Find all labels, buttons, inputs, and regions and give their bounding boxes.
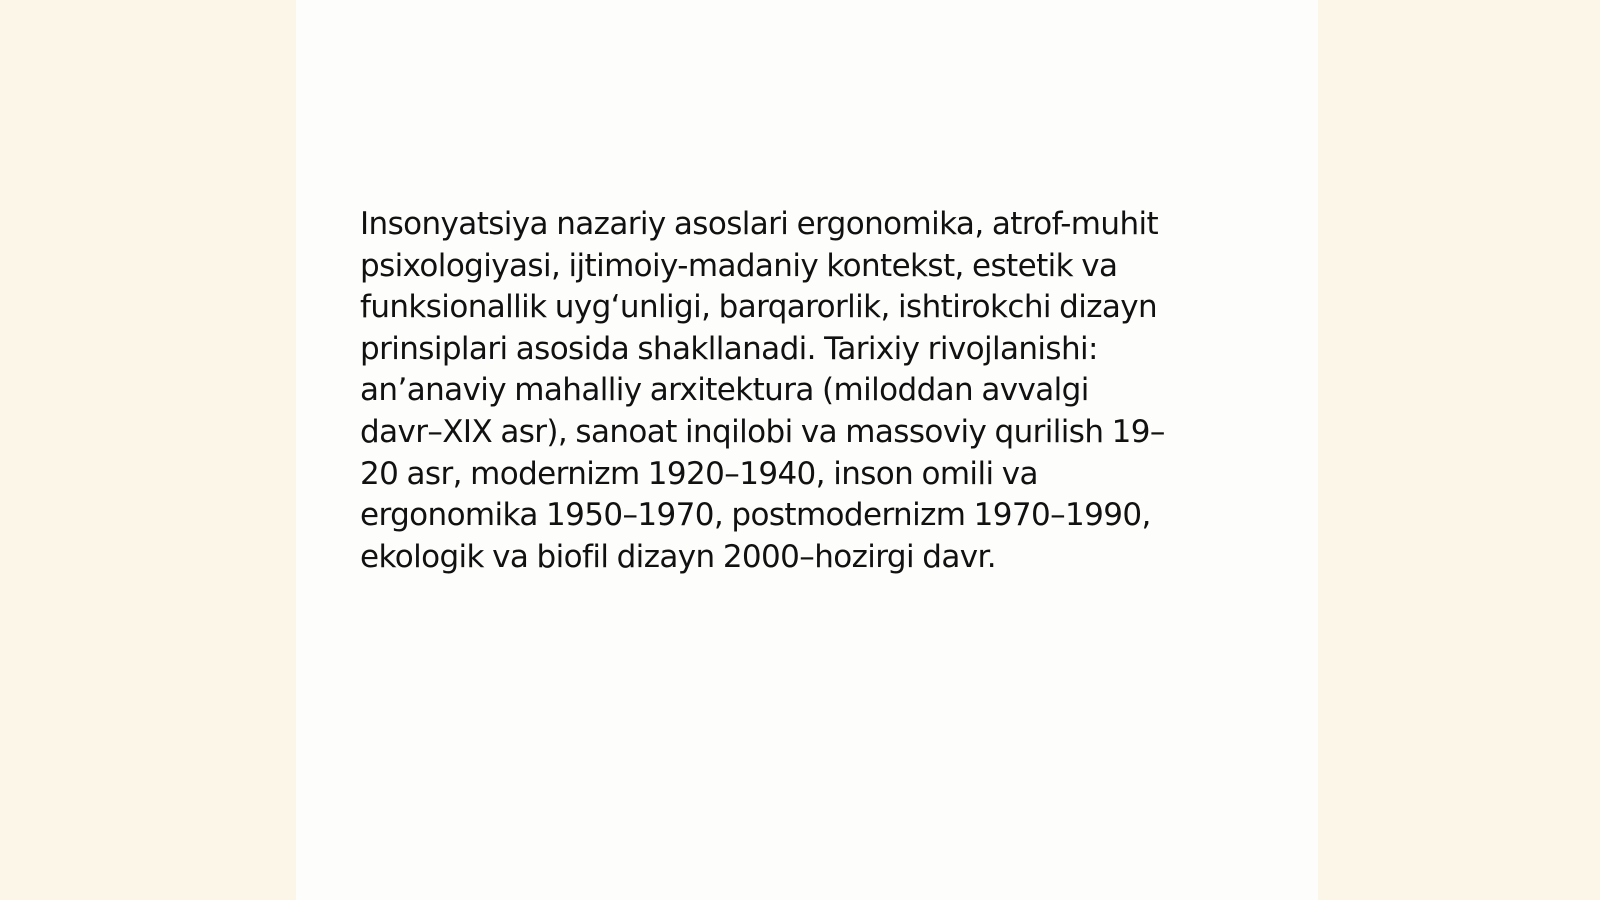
text-line: ekologik va biofil dizayn 2000–hozirgi davr.	[360, 538, 997, 575]
slide-page	[296, 0, 1318, 900]
text-line: an’anaviy mahalliy arxitektura (miloddan avvalgi	[360, 372, 1089, 409]
text-line: funksionallik uyg‘unligi, barqarorlik, ishtirokchi dizayn	[360, 289, 1158, 326]
text-line: davr–XIX asr), sanoat inqilobi va massoviy qurilish 19–	[360, 413, 1165, 450]
text-line: psixologiyasi, ijtimoiy-madaniy kontekst, estetik va	[360, 247, 1118, 284]
text-line: ergonomika 1950–1970, postmodernizm 1970–1990,	[360, 497, 1151, 534]
text-line: Insonyatsiya nazariy asoslari ergonomika, atrof-muhit	[360, 206, 1159, 242]
text-line: 20 asr, modernizm 1920–1940, inson omili va	[360, 455, 1038, 492]
body-text	[360, 204, 1260, 578]
text-line: prinsiplari asosida shakllanadi. Tarixiy rivojlanishi:	[360, 330, 1098, 367]
